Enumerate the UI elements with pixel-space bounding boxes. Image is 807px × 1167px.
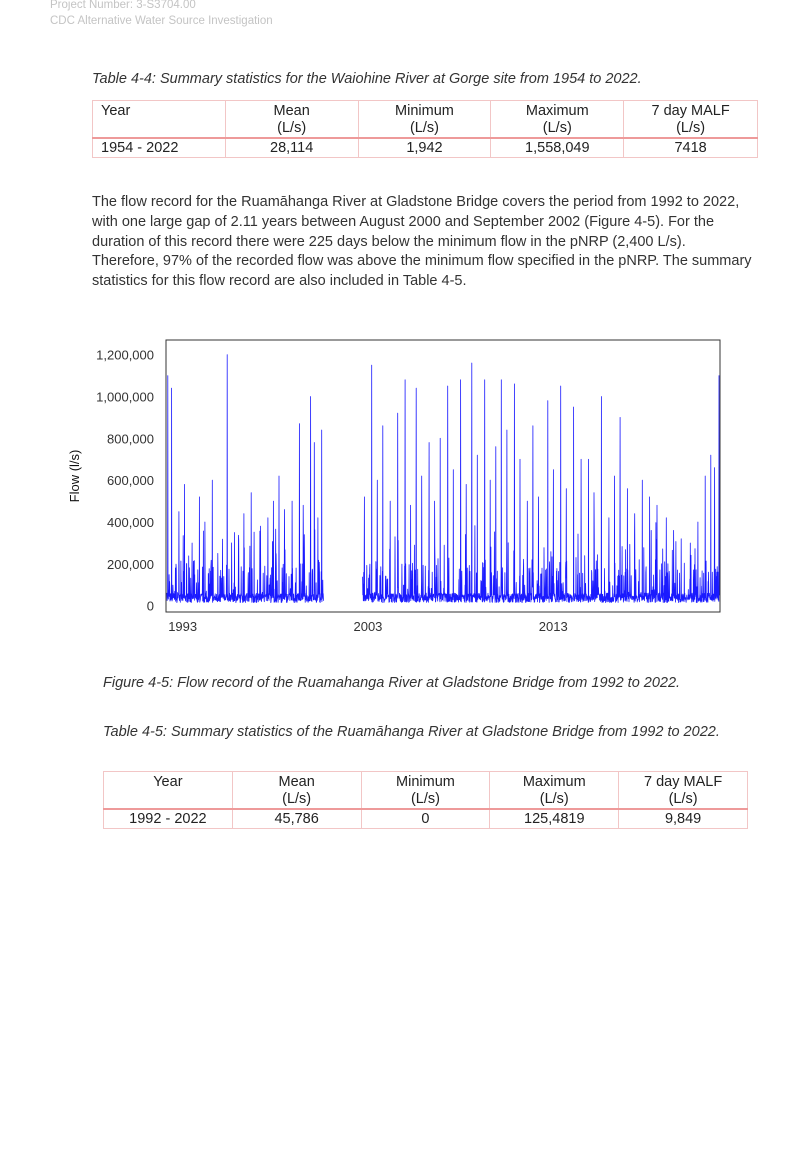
x-tick-label: 2003	[353, 619, 383, 634]
column-header	[361, 772, 490, 810]
table-cell: 1992 - 2022	[104, 809, 233, 829]
table-cell: 125,4819	[490, 809, 619, 829]
table-cell: 28,114	[225, 138, 358, 158]
header-line: Maximum	[522, 774, 586, 790]
table-cell: 7418	[624, 138, 758, 158]
column-header	[104, 772, 233, 810]
header-unit: (L/s)	[542, 120, 572, 136]
table-cell: 45,786	[232, 809, 361, 829]
y-axis-title: Flow (l/s)	[67, 449, 82, 503]
header-line: Mean	[278, 774, 315, 790]
y-tick-label: 1,200,000	[96, 347, 154, 363]
header-unit: (L/s)	[676, 120, 706, 136]
header-unit: (L/s)	[409, 120, 439, 136]
table-row	[93, 138, 758, 158]
table-4-5	[103, 771, 748, 829]
table-cell: 1954 - 2022	[93, 138, 226, 158]
table-header-row	[104, 772, 748, 810]
y-tick-label: 0	[146, 598, 154, 614]
table-4-5-caption: Table 4-5: Summary statistics of the Ruamāhanga River at Gladstone Bridge from 1992 to 2022.	[103, 724, 720, 740]
column-header	[624, 101, 758, 139]
header-line: 7 day MALF	[651, 103, 730, 119]
table-4-4	[92, 100, 758, 158]
table-row	[104, 809, 748, 829]
header-line: Minimum	[396, 774, 455, 790]
project-number: Project Number: 3-S3704.00	[50, 0, 196, 11]
table-cell: 9,849	[619, 809, 748, 829]
y-tick-label: 1,000,000	[96, 389, 154, 405]
table-cell: 0	[361, 809, 490, 829]
header-line: Year	[101, 103, 131, 119]
y-tick-label: 800,000	[107, 431, 154, 447]
column-header	[358, 101, 491, 139]
column-header	[490, 772, 619, 810]
table-header-row	[93, 101, 758, 139]
x-tick-label: 2013	[538, 619, 568, 634]
figure-4-5-caption: Figure 4-5: Flow record of the Ruamahanga River at Gladstone Bridge from 1992 to 2022.	[103, 675, 681, 691]
table-cell: 1,558,049	[491, 138, 624, 158]
header-line: Year	[153, 774, 183, 790]
flow-chart	[60, 335, 740, 640]
header-line: Mean	[273, 103, 310, 119]
column-header	[491, 101, 624, 139]
header-line: 7 day MALF	[644, 774, 723, 790]
project-name: CDC Alternative Water Source Investigation	[50, 15, 273, 27]
header-line: Maximum	[525, 103, 589, 119]
header-unit: (L/s)	[539, 791, 569, 807]
header-unit: (L/s)	[277, 120, 307, 136]
table-cell: 1,942	[358, 138, 491, 158]
flow-series-line	[167, 355, 324, 603]
x-tick-label: 1993	[168, 619, 198, 634]
column-header	[225, 101, 358, 139]
table-4-4-caption: Table 4-4: Summary statistics for the Waiohine River at Gorge site from 1954 to 2022.	[92, 71, 642, 87]
flow-series-line	[363, 363, 720, 603]
column-header	[93, 101, 226, 139]
body-paragraph: The flow record for the Ruamāhanga River at Gladstone Bridge covers the period from 1992 to 2022, with one large gap of 2.11 years between August 2000 and September 2002 (Figure 4-5). For the duration of this record there were 225 days below the minimum flow in the pNRP (2,400 L/s). Therefore, 97% of the recorded flow was above the minimum flow specified in the pNRP. The summary statistics for this flow record are also included in Table 4-5.	[92, 194, 752, 290]
column-header	[619, 772, 748, 810]
y-tick-label: 600,000	[107, 473, 154, 489]
column-header	[232, 772, 361, 810]
header-line: Minimum	[395, 103, 454, 119]
chart-plot-group	[67, 340, 720, 634]
y-tick-label: 400,000	[107, 515, 154, 531]
header-unit: (L/s)	[668, 791, 698, 807]
header-unit: (L/s)	[282, 791, 312, 807]
y-tick-label: 200,000	[107, 556, 154, 572]
header-unit: (L/s)	[410, 791, 440, 807]
